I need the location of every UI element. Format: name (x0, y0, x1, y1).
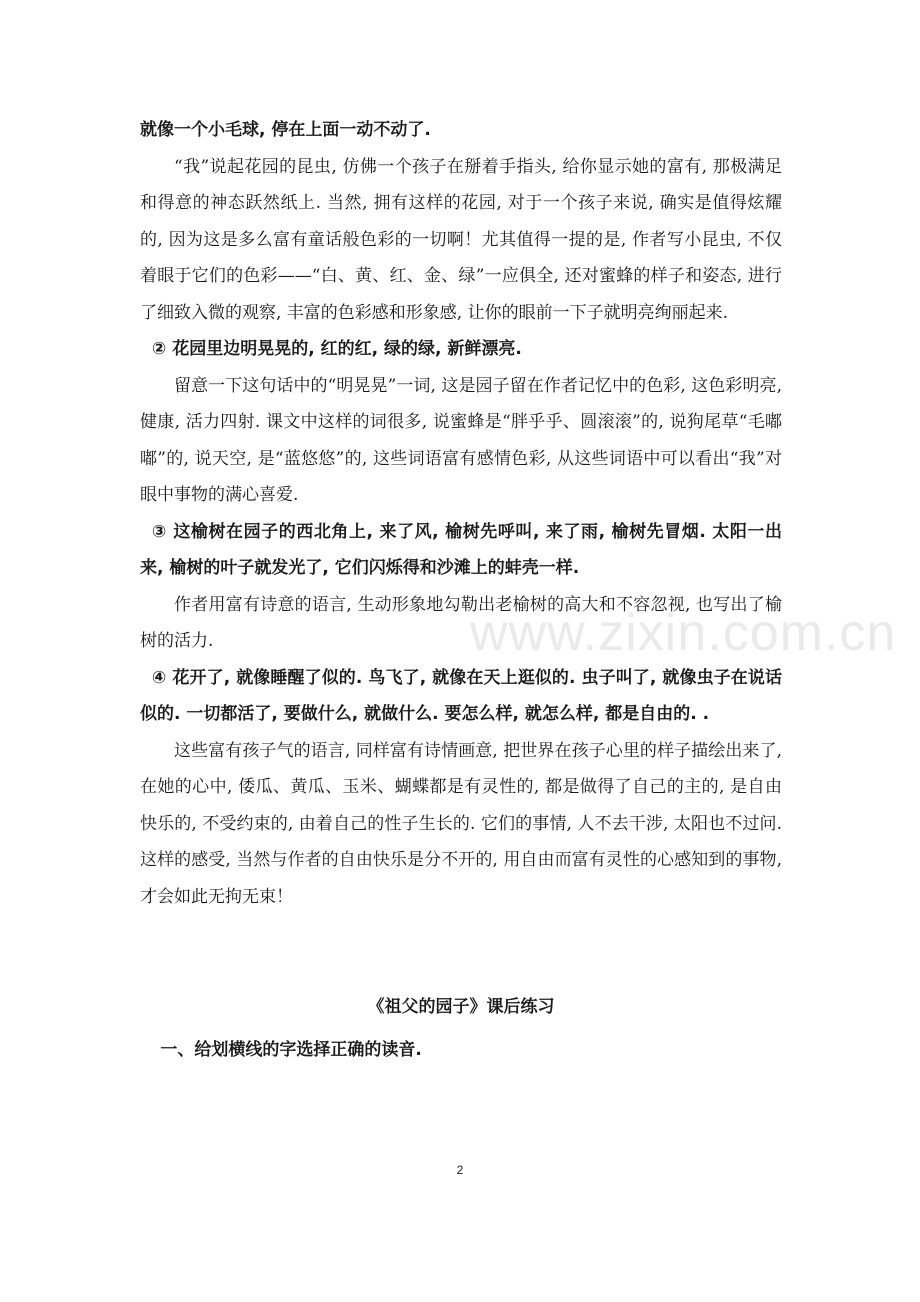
quote-3: ③ 这榆树在园子的西北角上, 来了风, 榆树先呼叫, 来了雨, 榆树先冒烟. 太阳一出来, 榆树的叶子就发光了, 它们闪烁得和沙滩上的蚌壳一样. (140, 521, 782, 578)
quote-4: ④ 花开了, 就像睡醒了似的. 鸟飞了, 就像在天上逛似的. 虫子叫了, 就像虫子在说话似的. 一切都活了, 要做什么, 就做什么. 要怎么样, 就怎么样, 都是自由的. . (140, 667, 782, 724)
document-body (140, 112, 782, 1068)
paragraph-4: 作者用富有诗意的语言, 生动形象地勾勒出老榆树的高大和不容忽视, 也写出了榆树的活力. (140, 594, 782, 651)
page-number: 2 (456, 1163, 464, 1177)
paragraph-1: 就像一个小毛球, 停在上面一动不动了. (140, 120, 431, 140)
paragraph-3: 留意一下这句话中的“明晃晃”一词, 这是园子留在作者记忆中的色彩, 这色彩明亮, 健康, 活力四射. 课文中这样的词很多, 说蜜蜂是“胖乎乎、圆滚滚”的, 说狗尾草“毛嘟嘟”的, 说天空, 是“蓝悠悠”的, 这些词语富有感情色彩, 从这些词语中可以看出“我”对眼中事物的满心喜爱. (140, 375, 782, 505)
paragraph-2: “我”说起花园的昆虫, 仿佛一个孩子在掰着手指头, 给你显示她的富有, 那极满足和得意的神态跃然纸上. 当然, 拥有这样的花园, 对于一个孩子来说, 确实是值得炫耀的, 因为这是多么富有童话般色彩的一切啊！尤其值得一提的是, 作者写小昆虫, 不仅着眼于它们的色彩——“白、黄、红、金、绿”一应俱全, 还对蜜蜂的样子和姿态, 进行了细致入微的观察, 丰富的色彩感和形象感, 让你的眼前一下子就明亮绚丽起来. (140, 156, 782, 323)
exercise-heading: 一、给划横线的字选择正确的读音. (160, 1040, 422, 1060)
section-title: 《祖父的园子》课后练习 (367, 997, 555, 1017)
watermark: www.zixin.com.cn (470, 604, 897, 662)
quote-2: ② 花园里边明晃晃的, 红的红, 绿的绿, 新鲜漂亮. (151, 339, 522, 359)
paragraph-5: 这些富有孩子气的语言, 同样富有诗情画意, 把世界在孩子心里的样子描绘出来了, 在她的心中, 倭瓜、黄瓜、玉米、蝴蝶都是有灵性的, 都是做得了自己的主的, 是自由快乐的, 不受约束的, 由着自己的性子生长的. 它们的事情, 人不去干涉, 太阳也不过问. 这样的感受, 当然与作者的自由快乐是分不开的, 用自由而富有灵性的心感知到的事物, 才会如此无拘无束！ (140, 740, 782, 907)
